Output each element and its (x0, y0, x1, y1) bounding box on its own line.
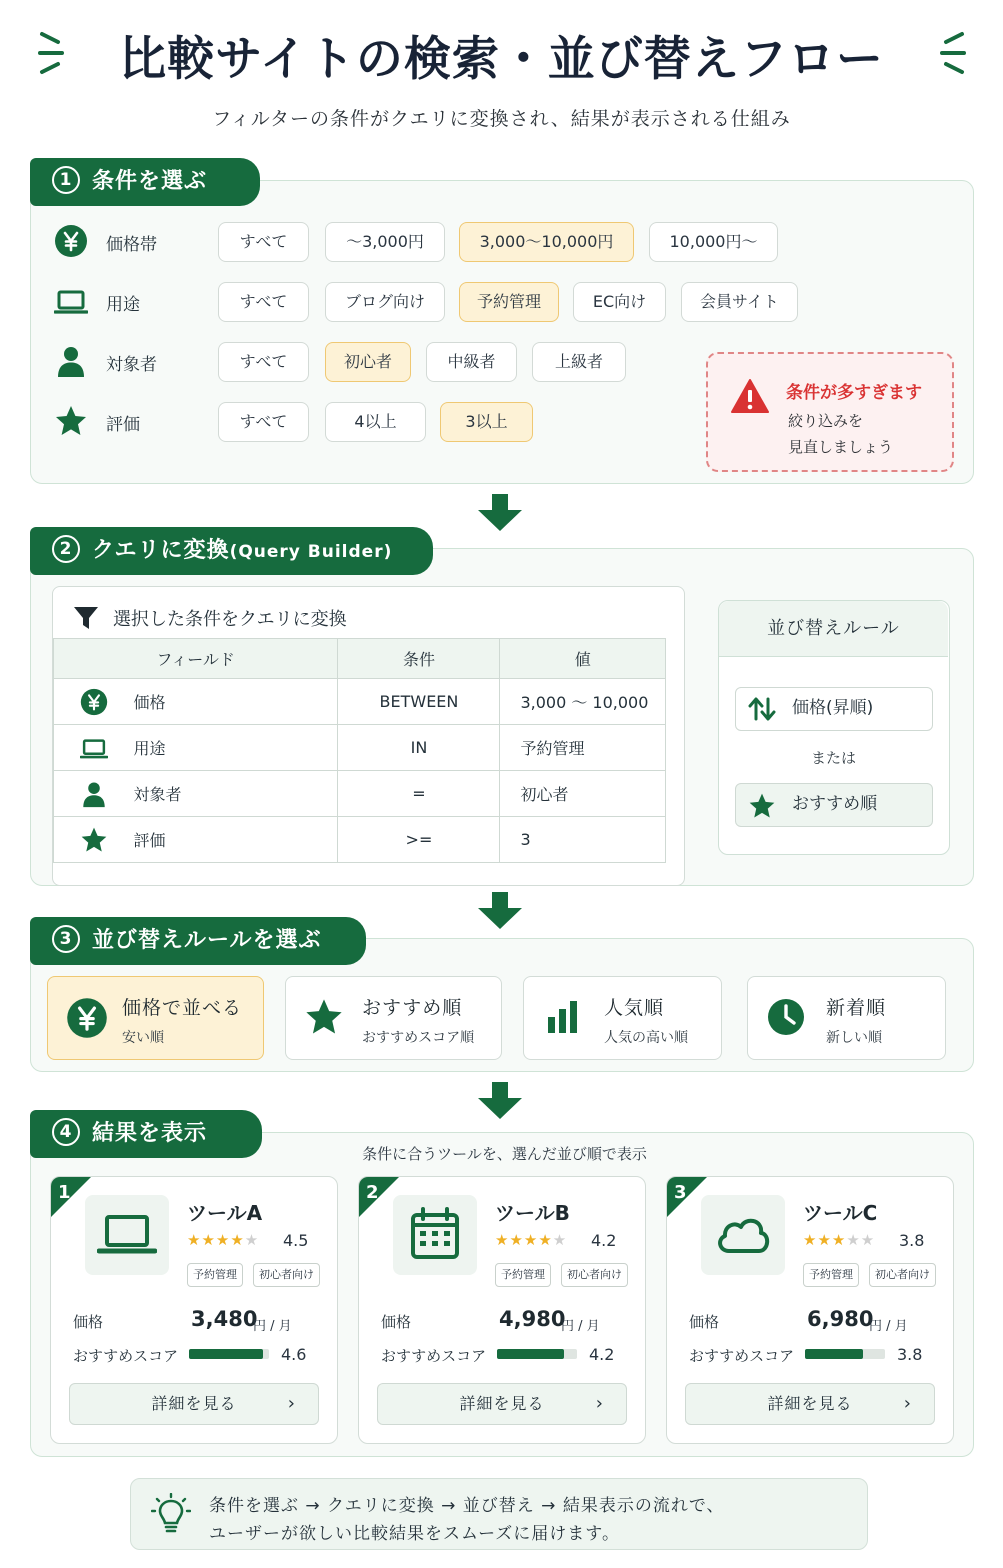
chip-price-all[interactable]: すべて (218, 222, 309, 262)
cell-field: 用途 (134, 725, 338, 771)
cell-field: 価格 (134, 679, 338, 725)
score-bar (497, 1349, 577, 1359)
filter-label-rating: 評価 (106, 415, 140, 435)
warning-icon (730, 378, 770, 414)
score-value: 3.8 (897, 1345, 923, 1364)
footer-line2: ユーザーが欲しい比較結果をスムーズに届けます。 (209, 1524, 620, 1544)
chip-rating-all[interactable]: すべて (218, 402, 309, 442)
filter-funnel-icon (73, 605, 99, 631)
result-card-3 (666, 1176, 954, 1444)
price-unit: 円 / 月 (253, 1319, 292, 1334)
star-rating: ★★★★★ (495, 1231, 568, 1249)
chevron-right-icon: › (287, 1393, 296, 1414)
tool-name: ツールC (803, 1201, 878, 1225)
query-table-header (54, 639, 666, 679)
section1-tab (30, 158, 260, 206)
cell-condition: BETWEEN (338, 679, 500, 725)
score-value: 4.6 (281, 1345, 307, 1364)
details-button[interactable] (69, 1383, 319, 1425)
chip-audience-all[interactable]: すべて (218, 342, 309, 382)
warning-line2: 見直しましょう (788, 438, 894, 456)
sort-card-popular-title: 人気順 (604, 997, 665, 1019)
chip-usage-all[interactable]: すべて (218, 282, 309, 322)
score-bar-fill (189, 1349, 263, 1359)
filter-label-usage: 用途 (106, 295, 140, 315)
rating-value: 4.5 (283, 1231, 309, 1250)
user-icon (80, 780, 108, 808)
section4-title: 結果を表示 (92, 1121, 208, 1146)
cell-condition: IN (338, 725, 500, 771)
filter-row-price (54, 222, 814, 262)
cell-value: 予約管理 (500, 725, 666, 771)
sort-card-popular[interactable] (523, 976, 722, 1060)
table-row (54, 725, 666, 771)
tag: 予約管理 (803, 1263, 859, 1287)
chip-rating-3plus[interactable]: 3以上 (440, 402, 533, 442)
details-button-label: 詳細を見る (459, 1394, 545, 1413)
section2-tab (30, 527, 433, 575)
page-title: 比較サイトの検索・並び替えフロー (119, 32, 884, 87)
chip-usage-blog[interactable]: ブログ向け (325, 282, 445, 322)
laptop-icon (97, 1207, 157, 1263)
details-button[interactable] (685, 1383, 935, 1425)
price-value: 4,980 (499, 1307, 566, 1331)
yen-icon (54, 224, 88, 258)
tool-name: ツールB (495, 1201, 570, 1225)
score-label: おすすめスコア (381, 1347, 487, 1365)
cell-value: 3,000 〜 10,000 (500, 679, 666, 725)
filter-row-usage (54, 282, 814, 322)
chip-price-3000-10000[interactable]: 3,000〜10,000円 (459, 222, 634, 262)
section1-number: 1 (52, 166, 80, 194)
details-button-label: 詳細を見る (151, 1394, 237, 1413)
chevron-right-icon: › (903, 1393, 912, 1414)
sort-option-recommended[interactable] (735, 783, 933, 827)
details-button-label: 詳細を見る (767, 1394, 853, 1413)
sort-card-recommended[interactable] (285, 976, 502, 1060)
chip-rating-4plus[interactable]: 4以上 (325, 402, 426, 442)
cell-condition: = (338, 771, 500, 817)
price-label: 価格 (689, 1313, 720, 1331)
sort-card-price-title: 価格で並べる (122, 997, 243, 1019)
details-button[interactable] (377, 1383, 627, 1425)
star-icon (748, 792, 776, 820)
star-icon (54, 404, 88, 438)
result-card-1 (50, 1176, 338, 1444)
star-rating: ★★★★★ (187, 1231, 260, 1249)
flow-arrow-3-icon (476, 1082, 524, 1120)
clock-icon (766, 997, 806, 1037)
chip-usage-membership[interactable]: 会員サイト (681, 282, 798, 322)
column-header-value: 値 (500, 639, 666, 679)
table-row (54, 771, 666, 817)
section3-number: 3 (52, 925, 80, 953)
rank-number: 3 (674, 1182, 687, 1203)
warning-title: 条件が多すぎます (786, 383, 922, 403)
tool-name: ツールA (187, 1201, 263, 1225)
section3-tab (30, 917, 366, 965)
footer-summary (130, 1478, 868, 1550)
yen-icon (66, 997, 108, 1039)
rating-value: 4.2 (591, 1231, 617, 1250)
flow-arrow-2-icon (476, 892, 524, 930)
cell-value: 初心者 (500, 771, 666, 817)
tool-thumbnail (701, 1195, 785, 1275)
column-header-condition: 条件 (338, 639, 500, 679)
price-value: 6,980 (807, 1307, 874, 1331)
tag: 予約管理 (187, 1263, 243, 1287)
filter-row-rating (54, 402, 694, 442)
sort-rules-box (718, 600, 950, 855)
cell-field: 評価 (134, 817, 338, 863)
section2-title-suffix: (Query Builder) (229, 542, 393, 562)
sort-card-price[interactable] (47, 976, 264, 1060)
score-bar-fill (805, 1349, 863, 1359)
chip-audience-beginner[interactable]: 初心者 (325, 342, 411, 382)
chevron-right-icon: › (595, 1393, 604, 1414)
flow-arrow-1-icon (476, 494, 524, 532)
filter-row-audience (54, 342, 694, 382)
sort-option-price-asc[interactable] (735, 687, 933, 731)
warning-box (706, 352, 954, 472)
score-label: おすすめスコア (689, 1347, 795, 1365)
sort-card-recommended-desc: おすすめスコア順 (362, 1030, 475, 1046)
star-icon (80, 826, 108, 854)
cell-condition: >= (338, 817, 500, 863)
rating-value: 3.8 (899, 1231, 925, 1250)
chip-audience-advanced[interactable]: 上級者 (532, 342, 626, 382)
tag: 初心者向け (561, 1263, 628, 1287)
sort-rules-title: 並び替えルール (719, 601, 948, 657)
query-table (53, 638, 666, 863)
chip-audience-intermediate[interactable]: 中級者 (426, 342, 517, 382)
section3-title: 並び替えルールを選ぶ (92, 928, 322, 953)
laptop-icon (54, 284, 88, 318)
score-bar (805, 1349, 885, 1359)
tool-thumbnail (393, 1195, 477, 1275)
query-builder-box (52, 586, 685, 886)
price-value: 3,480 (191, 1307, 258, 1331)
chip-price-under-3000[interactable]: 〜3,000円 (325, 222, 445, 262)
price-unit: 円 / 月 (869, 1319, 908, 1334)
bar-chart-icon (542, 997, 582, 1037)
rank-number: 2 (366, 1182, 379, 1203)
price-label: 価格 (381, 1313, 412, 1331)
rank-number: 1 (58, 1182, 71, 1203)
sort-or-text: または (810, 749, 856, 767)
sort-arrows-icon (748, 696, 776, 722)
price-label: 価格 (73, 1313, 104, 1331)
section2-title: クエリに変換 (92, 538, 230, 563)
sort-card-newest-title: 新着順 (826, 997, 887, 1019)
sort-option-price-asc-label: 価格(昇順) (792, 698, 874, 718)
sort-card-newest-desc: 新しい順 (826, 1030, 882, 1046)
calendar-icon (405, 1207, 465, 1263)
filter-label-price: 価格帯 (106, 235, 157, 255)
tool-thumbnail (85, 1195, 169, 1275)
column-header-field: フィールド (54, 639, 338, 679)
section1-title: 条件を選ぶ (92, 169, 208, 194)
star-icon (304, 997, 344, 1037)
tag: 初心者向け (253, 1263, 320, 1287)
chip-usage-ec[interactable]: EC向け (573, 282, 666, 322)
cell-field: 対象者 (134, 771, 338, 817)
sort-option-recommended-label: おすすめ順 (792, 794, 878, 814)
tag: 初心者向け (869, 1263, 936, 1287)
score-bar-fill (497, 1349, 564, 1359)
warning-line1: 絞り込みを (788, 412, 864, 430)
sort-card-recommended-title: おすすめ順 (362, 997, 463, 1019)
page-subtitle: フィルターの条件がクエリに変換され、結果が表示される仕組み (212, 108, 791, 130)
star-rating: ★★★★★ (803, 1231, 876, 1249)
lightbulb-icon (151, 1493, 191, 1537)
sort-card-popular-desc: 人気の高い順 (604, 1030, 688, 1046)
score-value: 4.2 (589, 1345, 615, 1364)
score-bar (189, 1349, 269, 1359)
results-caption: 条件に合うツールを、選んだ並び順で表示 (362, 1145, 647, 1163)
sort-card-newest[interactable] (747, 976, 946, 1060)
price-unit: 円 / 月 (561, 1319, 600, 1334)
laptop-icon (80, 734, 108, 762)
section2-number: 2 (52, 535, 80, 563)
table-row (54, 817, 666, 863)
query-builder-heading: 選択した条件をクエリに変換 (113, 609, 347, 630)
sort-card-price-desc: 安い順 (122, 1030, 164, 1046)
section4-number: 4 (52, 1118, 80, 1146)
yen-icon (80, 688, 108, 716)
chip-price-over-10000[interactable]: 10,000円〜 (649, 222, 778, 262)
table-row (54, 679, 666, 725)
cell-value: 3 (500, 817, 666, 863)
filter-label-audience: 対象者 (106, 355, 157, 375)
cloud-icon (713, 1207, 773, 1263)
user-icon (54, 344, 88, 378)
result-card-2 (358, 1176, 646, 1444)
chip-usage-booking[interactable]: 予約管理 (459, 282, 559, 322)
footer-line1: 条件を選ぶ → クエリに変換 → 並び替え → 結果表示の流れで、 (209, 1496, 725, 1516)
tag: 予約管理 (495, 1263, 551, 1287)
score-label: おすすめスコア (73, 1347, 179, 1365)
